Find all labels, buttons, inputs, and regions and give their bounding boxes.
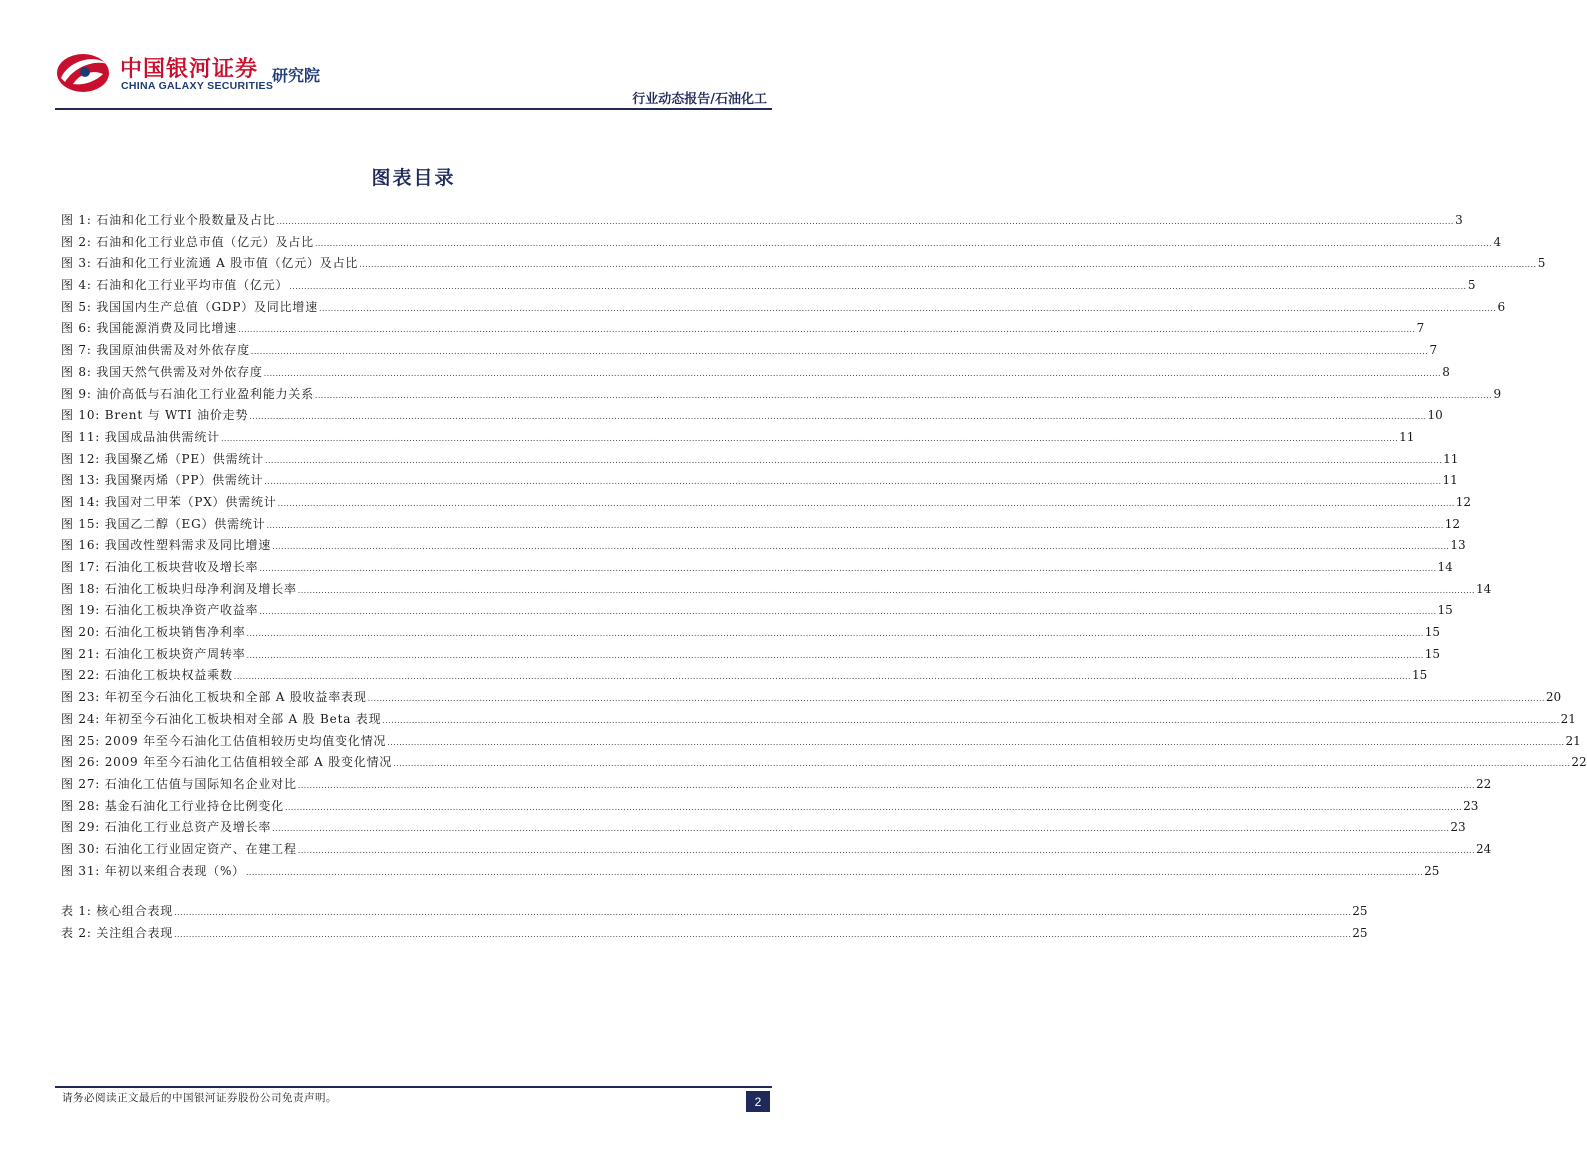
dot-leader: ................................................................................................................................................................................................................................................................................................................................................................................................................ [314, 238, 1493, 248]
table-list [61, 901, 1368, 944]
toc-entry-page[interactable]: 14 [1437, 560, 1453, 574]
toc-entry-label[interactable]: 图 13: 我国聚丙烯（PP）供需统计 [61, 473, 264, 488]
report-type: 行业动态报告/石油化工 [632, 92, 767, 107]
dot-leader: ................................................................................................................................................................................................................................................................................................................................................................................................................ [174, 908, 1352, 917]
toc-entry-page[interactable]: 14 [1475, 581, 1492, 596]
figure-entry[interactable] [61, 796, 1479, 818]
toc-entry-label[interactable]: 图 22: 石油化工板块权益乘数 [61, 668, 233, 683]
dot-leader: ................................................................................................................................................................................................................................................................................................................................................................................................................ [264, 455, 1443, 465]
toc-entry-page[interactable]: 3 [1455, 213, 1463, 227]
toc-entry-page[interactable]: 12 [1455, 494, 1472, 509]
toc-entry-label[interactable]: 图 28: 基金石油化工行业持仓比例变化 [61, 798, 284, 813]
figure-entry[interactable] [61, 232, 1502, 254]
toc-entry-page[interactable]: 22 [1475, 776, 1492, 791]
toc-entry-label[interactable]: 图 21: 石油化工板块资产周转率 [61, 646, 246, 661]
logo-chinese-name: 中国银河证券 [120, 57, 259, 82]
toc-entry-label[interactable]: 表 2: 关注组合表现 [61, 925, 174, 940]
toc-entry-page[interactable]: 11 [1442, 473, 1458, 488]
page-number: 2 [746, 1091, 770, 1112]
figure-entry[interactable] [61, 362, 1450, 384]
toc-entry-page[interactable]: 23 [1450, 820, 1466, 835]
toc-entry-label[interactable]: 图 3: 石油和化工行业流通 A 股市值（亿元）及占比 [61, 256, 359, 271]
toc-entry-page[interactable]: 7 [1429, 343, 1438, 358]
toc-entry-page[interactable]: 21 [1560, 711, 1576, 726]
toc-entry-label[interactable]: 图 4: 石油和化工行业平均市值（亿元） [61, 278, 289, 293]
figure-entry[interactable] [61, 318, 1425, 340]
dot-leader: ................................................................................................................................................................................................................................................................................................................................................................................................................ [264, 477, 1442, 487]
toc-entry-page[interactable]: 5 [1467, 278, 1476, 293]
figure-entry[interactable] [61, 535, 1466, 557]
dot-leader: ................................................................................................................................................................................................................................................................................................................................................................................................................ [233, 672, 1411, 682]
toc-entry-label[interactable]: 图 11: 我国成品油供需统计 [61, 429, 220, 444]
toc-entry-label[interactable]: 图 25: 2009 年至今石油化工估值相较历史均值变化情况 [61, 733, 387, 748]
figure-entry[interactable] [61, 384, 1502, 406]
toc-entry-page[interactable]: 5 [1537, 256, 1546, 271]
toc-entry-page[interactable]: 23 [1463, 798, 1479, 813]
figure-list [61, 210, 1587, 882]
dot-leader: ................................................................................................................................................................................................................................................................................................................................................................................................................ [359, 260, 1537, 270]
dot-leader: ................................................................................................................................................................................................................................................................................................................................................................................................................ [314, 390, 1493, 400]
toc-entry-page[interactable]: 7 [1416, 321, 1425, 336]
figure-entry[interactable] [61, 731, 1581, 753]
toc-entry-page[interactable]: 11 [1443, 451, 1459, 466]
figure-entry[interactable] [61, 514, 1460, 536]
table-entry[interactable] [61, 901, 1368, 923]
toc-entry-page[interactable]: 15 [1437, 603, 1453, 618]
toc-entry-page[interactable]: 15 [1411, 668, 1428, 683]
dot-leader: ................................................................................................................................................................................................................................................................................................................................................................................................................ [238, 325, 1416, 335]
figure-entry[interactable] [61, 644, 1441, 666]
figure-entry[interactable] [61, 600, 1453, 622]
toc-entry-label[interactable]: 图 16: 我国改性塑料需求及同比增速 [61, 538, 272, 553]
toc-entry-page[interactable]: 25 [1352, 904, 1368, 918]
figure-entry[interactable] [61, 449, 1459, 471]
dot-leader: ................................................................................................................................................................................................................................................................................................................................................................................................................ [266, 520, 1444, 530]
toc-entry-page[interactable]: 10 [1427, 408, 1443, 423]
toc-entry-label[interactable]: 图 7: 我国原油供需及对外依存度 [61, 343, 250, 358]
table-entry[interactable] [61, 923, 1368, 945]
toc-entry-page[interactable]: 13 [1450, 538, 1466, 553]
header-divider [55, 108, 772, 110]
toc-entry-label[interactable]: 图 10: Brent 与 WTI 油价走势 [61, 408, 249, 423]
figure-entry[interactable] [61, 861, 1440, 883]
dot-leader: ................................................................................................................................................................................................................................................................................................................................................................................................................ [272, 542, 1450, 552]
dot-leader: ................................................................................................................................................................................................................................................................................................................................................................................................................ [393, 759, 1571, 769]
toc-entry-page[interactable]: 15 [1424, 625, 1441, 640]
toc-entry-page[interactable]: 9 [1493, 386, 1502, 401]
toc-entry-label[interactable]: 图 24: 年初至今石油化工板块相对全部 A 股 Beta 表现 [61, 711, 382, 726]
dot-leader: ................................................................................................................................................................................................................................................................................................................................................................................................................ [174, 929, 1352, 939]
page-header [0, 0, 827, 110]
figure-entry[interactable] [61, 275, 1476, 297]
toc-entry-page[interactable]: 12 [1444, 516, 1460, 531]
dot-leader: ................................................................................................................................................................................................................................................................................................................................................................................................................ [276, 217, 1454, 226]
figure-entry[interactable] [61, 774, 1492, 796]
toc-entry-label[interactable]: 图 12: 我国聚乙烯（PE）供需统计 [61, 451, 264, 466]
toc-entry-page[interactable]: 22 [1571, 755, 1587, 770]
figure-entry[interactable] [61, 752, 1587, 774]
dot-leader: ................................................................................................................................................................................................................................................................................................................................................................................................................ [387, 737, 1565, 747]
toc-entry-label[interactable]: 图 15: 我国乙二醇（EG）供需统计 [61, 516, 266, 531]
dot-leader: ................................................................................................................................................................................................................................................................................................................................................................................................................ [277, 498, 1455, 508]
dot-leader: ................................................................................................................................................................................................................................................................................................................................................................................................................ [297, 845, 1475, 855]
toc-entry-label[interactable]: 图 2: 石油和化工行业总市值（亿元）及占比 [61, 234, 314, 249]
toc-entry-label[interactable]: 图 31: 年初以来组合表现（%） [61, 863, 245, 878]
dot-leader: ................................................................................................................................................................................................................................................................................................................................................................................................................ [289, 282, 1467, 292]
dot-leader: ................................................................................................................................................................................................................................................................................................................................................................................................................ [250, 347, 1429, 357]
toc-entry-label[interactable]: 图 9: 油价高低与石油化工行业盈利能力关系 [61, 386, 314, 401]
figure-entry[interactable] [61, 817, 1466, 839]
toc-title: 图表目录 [371, 167, 456, 189]
figure-entry[interactable] [61, 210, 1463, 232]
toc-entry-label[interactable]: 图 20: 石油化工板块销售净利率 [61, 625, 246, 640]
figure-entry[interactable] [61, 427, 1415, 449]
dot-leader: ................................................................................................................................................................................................................................................................................................................................................................................................................ [246, 650, 1424, 660]
dot-leader: ................................................................................................................................................................................................................................................................................................................................................................................................................ [382, 715, 1560, 725]
toc-entry-page[interactable]: 20 [1545, 690, 1562, 705]
toc-entry-label[interactable]: 图 14: 我国对二甲苯（PX）供需统计 [61, 494, 277, 509]
figure-entry[interactable] [61, 253, 1546, 275]
dot-leader: ................................................................................................................................................................................................................................................................................................................................................................................................................ [297, 780, 1475, 790]
dot-leader: ................................................................................................................................................................................................................................................................................................................................................................................................................ [297, 585, 1475, 595]
logo-institute: 研究院 [272, 66, 321, 85]
toc-entry-page[interactable]: 25 [1424, 863, 1440, 878]
logo-english-name: CHINA GALAXY SECURITIES [121, 80, 274, 92]
footer-disclaimer: 请务必阅读正文最后的中国银河证券股份公司免责声明。 [62, 1092, 337, 1104]
toc-entry-label[interactable]: 图 19: 石油化工板块净资产收益率 [61, 603, 259, 618]
toc-entry-page[interactable]: 15 [1424, 646, 1441, 661]
toc-entry-page[interactable]: 6 [1497, 299, 1506, 314]
dot-leader: ................................................................................................................................................................................................................................................................................................................................................................................................................ [245, 867, 1424, 877]
dot-leader: ................................................................................................................................................................................................................................................................................................................................................................................................................ [272, 824, 1450, 834]
dot-leader: ................................................................................................................................................................................................................................................................................................................................................................................................................ [319, 303, 1497, 313]
galaxy-logo-icon [55, 48, 111, 96]
toc-entry-label[interactable]: 图 26: 2009 年至今石油化工估值相较全部 A 股变化情况 [61, 755, 393, 770]
toc-entry-label[interactable]: 图 27: 石油化工估值与国际知名企业对比 [61, 776, 297, 791]
dot-leader: ................................................................................................................................................................................................................................................................................................................................................................................................................ [249, 412, 1427, 422]
toc-entry-label[interactable]: 图 23: 年初至今石油化工板块和全部 A 股收益率表现 [61, 690, 367, 705]
figure-entry[interactable] [61, 665, 1428, 687]
figure-entry[interactable] [61, 579, 1492, 601]
toc-entry-label[interactable]: 图 5: 我国国内生产总值（GDP）及同比增速 [61, 299, 318, 314]
figure-entry[interactable] [61, 687, 1562, 709]
toc-entry-page[interactable]: 8 [1442, 364, 1450, 379]
figure-entry[interactable] [61, 297, 1506, 319]
figure-entry[interactable] [61, 622, 1441, 644]
dot-leader: ................................................................................................................................................................................................................................................................................................................................................................................................................ [220, 433, 1399, 443]
figure-entry[interactable] [61, 839, 1492, 861]
toc-entry-page[interactable]: 11 [1399, 429, 1415, 444]
figure-entry[interactable] [61, 492, 1472, 514]
figure-entry[interactable] [61, 340, 1438, 362]
toc-entry-label[interactable]: 图 6: 我国能源消费及同比增速 [61, 321, 238, 336]
toc-entry-page[interactable]: 4 [1493, 234, 1502, 249]
toc-entry-label[interactable]: 图 17: 石油化工板块营收及增长率 [61, 560, 259, 574]
toc-entry-page[interactable]: 21 [1565, 733, 1581, 748]
toc-entry-label[interactable]: 图 29: 石油化工行业总资产及增长率 [61, 820, 272, 835]
toc-entry-page[interactable]: 24 [1475, 841, 1492, 856]
dot-leader: ................................................................................................................................................................................................................................................................................................................................................................................................................ [284, 802, 1463, 812]
toc-entry-label[interactable]: 图 18: 石油化工板块归母净利润及增长率 [61, 581, 297, 596]
dot-leader: ................................................................................................................................................................................................................................................................................................................................................................................................................ [259, 607, 1437, 617]
toc-entry-label[interactable]: 图 8: 我国天然气供需及对外依存度 [61, 364, 263, 379]
toc-entry-page[interactable]: 25 [1352, 925, 1368, 940]
figure-entry[interactable] [61, 405, 1443, 427]
toc-entry-label[interactable]: 表 1: 核心组合表现 [61, 904, 174, 918]
dot-leader: ................................................................................................................................................................................................................................................................................................................................................................................................................ [246, 629, 1424, 639]
toc-entry-label[interactable]: 图 1: 石油和化工行业个股数量及占比 [61, 213, 276, 227]
toc-entry-label[interactable]: 图 30: 石油化工行业固定资产、在建工程 [61, 841, 297, 856]
footer-divider [55, 1086, 772, 1088]
figure-entry[interactable] [61, 709, 1576, 731]
figure-entry[interactable] [61, 470, 1458, 492]
dot-leader: ................................................................................................................................................................................................................................................................................................................................................................................................................ [367, 694, 1545, 704]
dot-leader: ................................................................................................................................................................................................................................................................................................................................................................................................................ [259, 564, 1437, 573]
figure-entry[interactable] [61, 557, 1453, 579]
dot-leader: ................................................................................................................................................................................................................................................................................................................................................................................................................ [263, 368, 1441, 378]
